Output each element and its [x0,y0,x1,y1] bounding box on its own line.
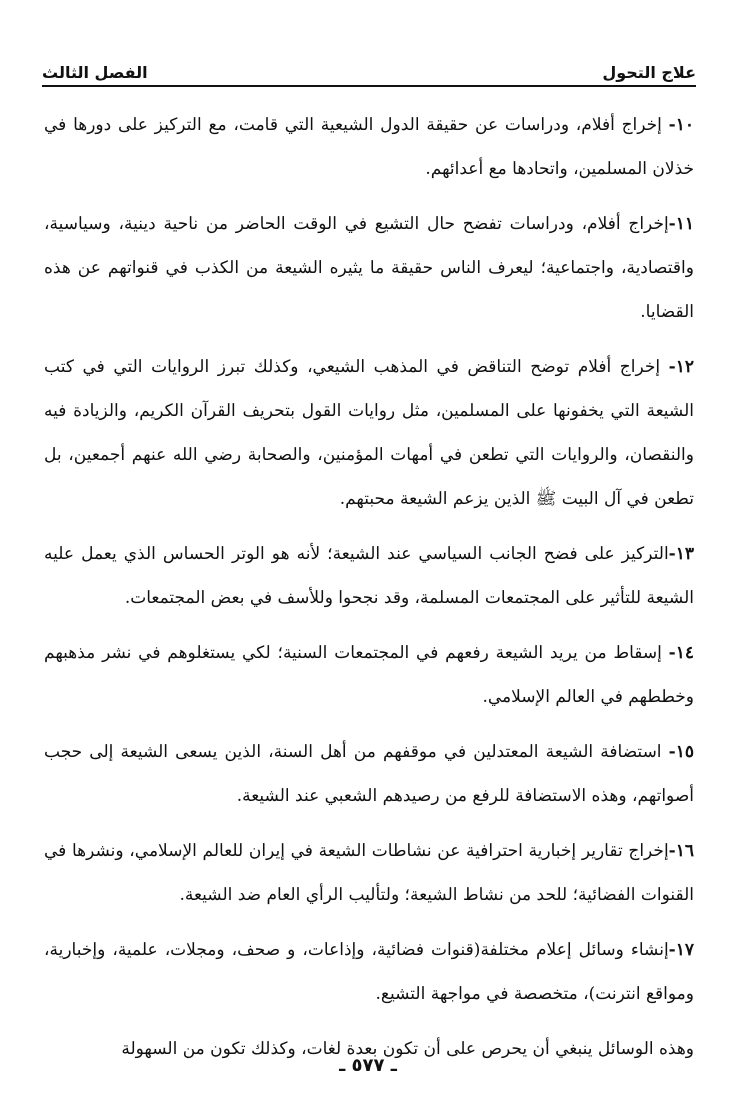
list-item [44,928,694,1016]
list-item [44,103,694,191]
list-item [44,202,694,334]
item-number: ١٤- [668,643,694,663]
list-item [44,730,694,818]
list-item [44,829,694,917]
item-text: إنشاء وسائل إعلام مختلفة(قنوات فضائية، وإذاعات، و صحف، ومجلات، علمية، وإخبارية، ومواقع انترنت)، متخصصة في مواجهة التشيع. [44,940,694,1004]
list-item [44,532,694,620]
item-text: إخراج أفلام توضح التناقض في المذهب الشيعي، وكذلك تبرز الروايات التي في كتب الشيعة التي يخفونها على المسلمين، مثل روايات القول بتحريف القرآن الكريم، والزيادة فيه والنقصان، والروايات التي تطعن في أمهات المؤمنين، والصحابة رضي الله عنهم أجمعين، بل تطعن في آل البيت ﷺ الذين يزعم الشيعة محبتهم. [44,357,694,509]
header-divider [42,85,696,87]
item-text: استضافة الشيعة المعتدلين في موقفهم من أهل السنة، الذين يسعى الشيعة إلى حجب أصواتهم، وهذه الاستضافة للرفع من رصيدهم الشعبي عند الشيعة. [44,742,694,806]
item-text: إخراج تقارير إخبارية احترافية عن نشاطات الشيعة في إيران للعالم الإسلامي، ونشرها في القنوات الفضائية؛ للحد من نشاط الشيعة؛ ولتأليب الرأي العام ضد الشيعة. [44,841,694,905]
item-number: ١٠- [668,115,694,135]
item-number: ١٢- [668,357,694,377]
page-body [44,103,694,1071]
item-text: إخراج أفلام، ودراسات عن حقيقة الدول الشيعية التي قامت، مع التركيز على دورها في خذلان المسلمين، واتحادها مع أعدائهم. [44,115,694,179]
list-item [44,345,694,521]
item-text: إخراج أفلام، ودراسات تفضح حال التشيع في الوقت الحاضر من ناحية دينية، وسياسية، واقتصادية، واجتماعية؛ ليعرف الناس حقيقة ما يثيره الشيعة من الكذب في قنواتهم عن هذه القضايا. [44,214,694,322]
closing-paragraph: وهذه الوسائل ينبغي أن يحرص على أن تكون بعدة لغات، وكذلك تكون من السهولة [121,1039,694,1059]
item-number: ١٥- [668,742,694,762]
list-item [44,631,694,719]
item-number: ١٧- [668,940,694,960]
item-number: ١٦- [668,841,694,861]
chapter-title: الفصل الثالث [42,63,148,82]
item-text: التركيز على فضح الجانب السياسي عند الشيعة؛ لأنه هو الوتر الحساس الذي يعمل عليه الشيعة للتأثير على المجتمعات المسلمة، وقد نجحوا وللأسف في بعض المجتمعات. [44,544,694,608]
page-header [42,56,696,82]
item-number: ١٣- [668,544,694,564]
item-text: إسقاط من يريد الشيعة رفعهم في المجتمعات السنية؛ لكي يستغلوهم في نشر مذهبهم وخططهم في العالم الإسلامي. [44,643,694,707]
page-number: ـ ٥٧٧ ـ [339,1055,397,1076]
section-title: علاج التحول [602,63,696,82]
item-number: ١١- [668,214,694,234]
